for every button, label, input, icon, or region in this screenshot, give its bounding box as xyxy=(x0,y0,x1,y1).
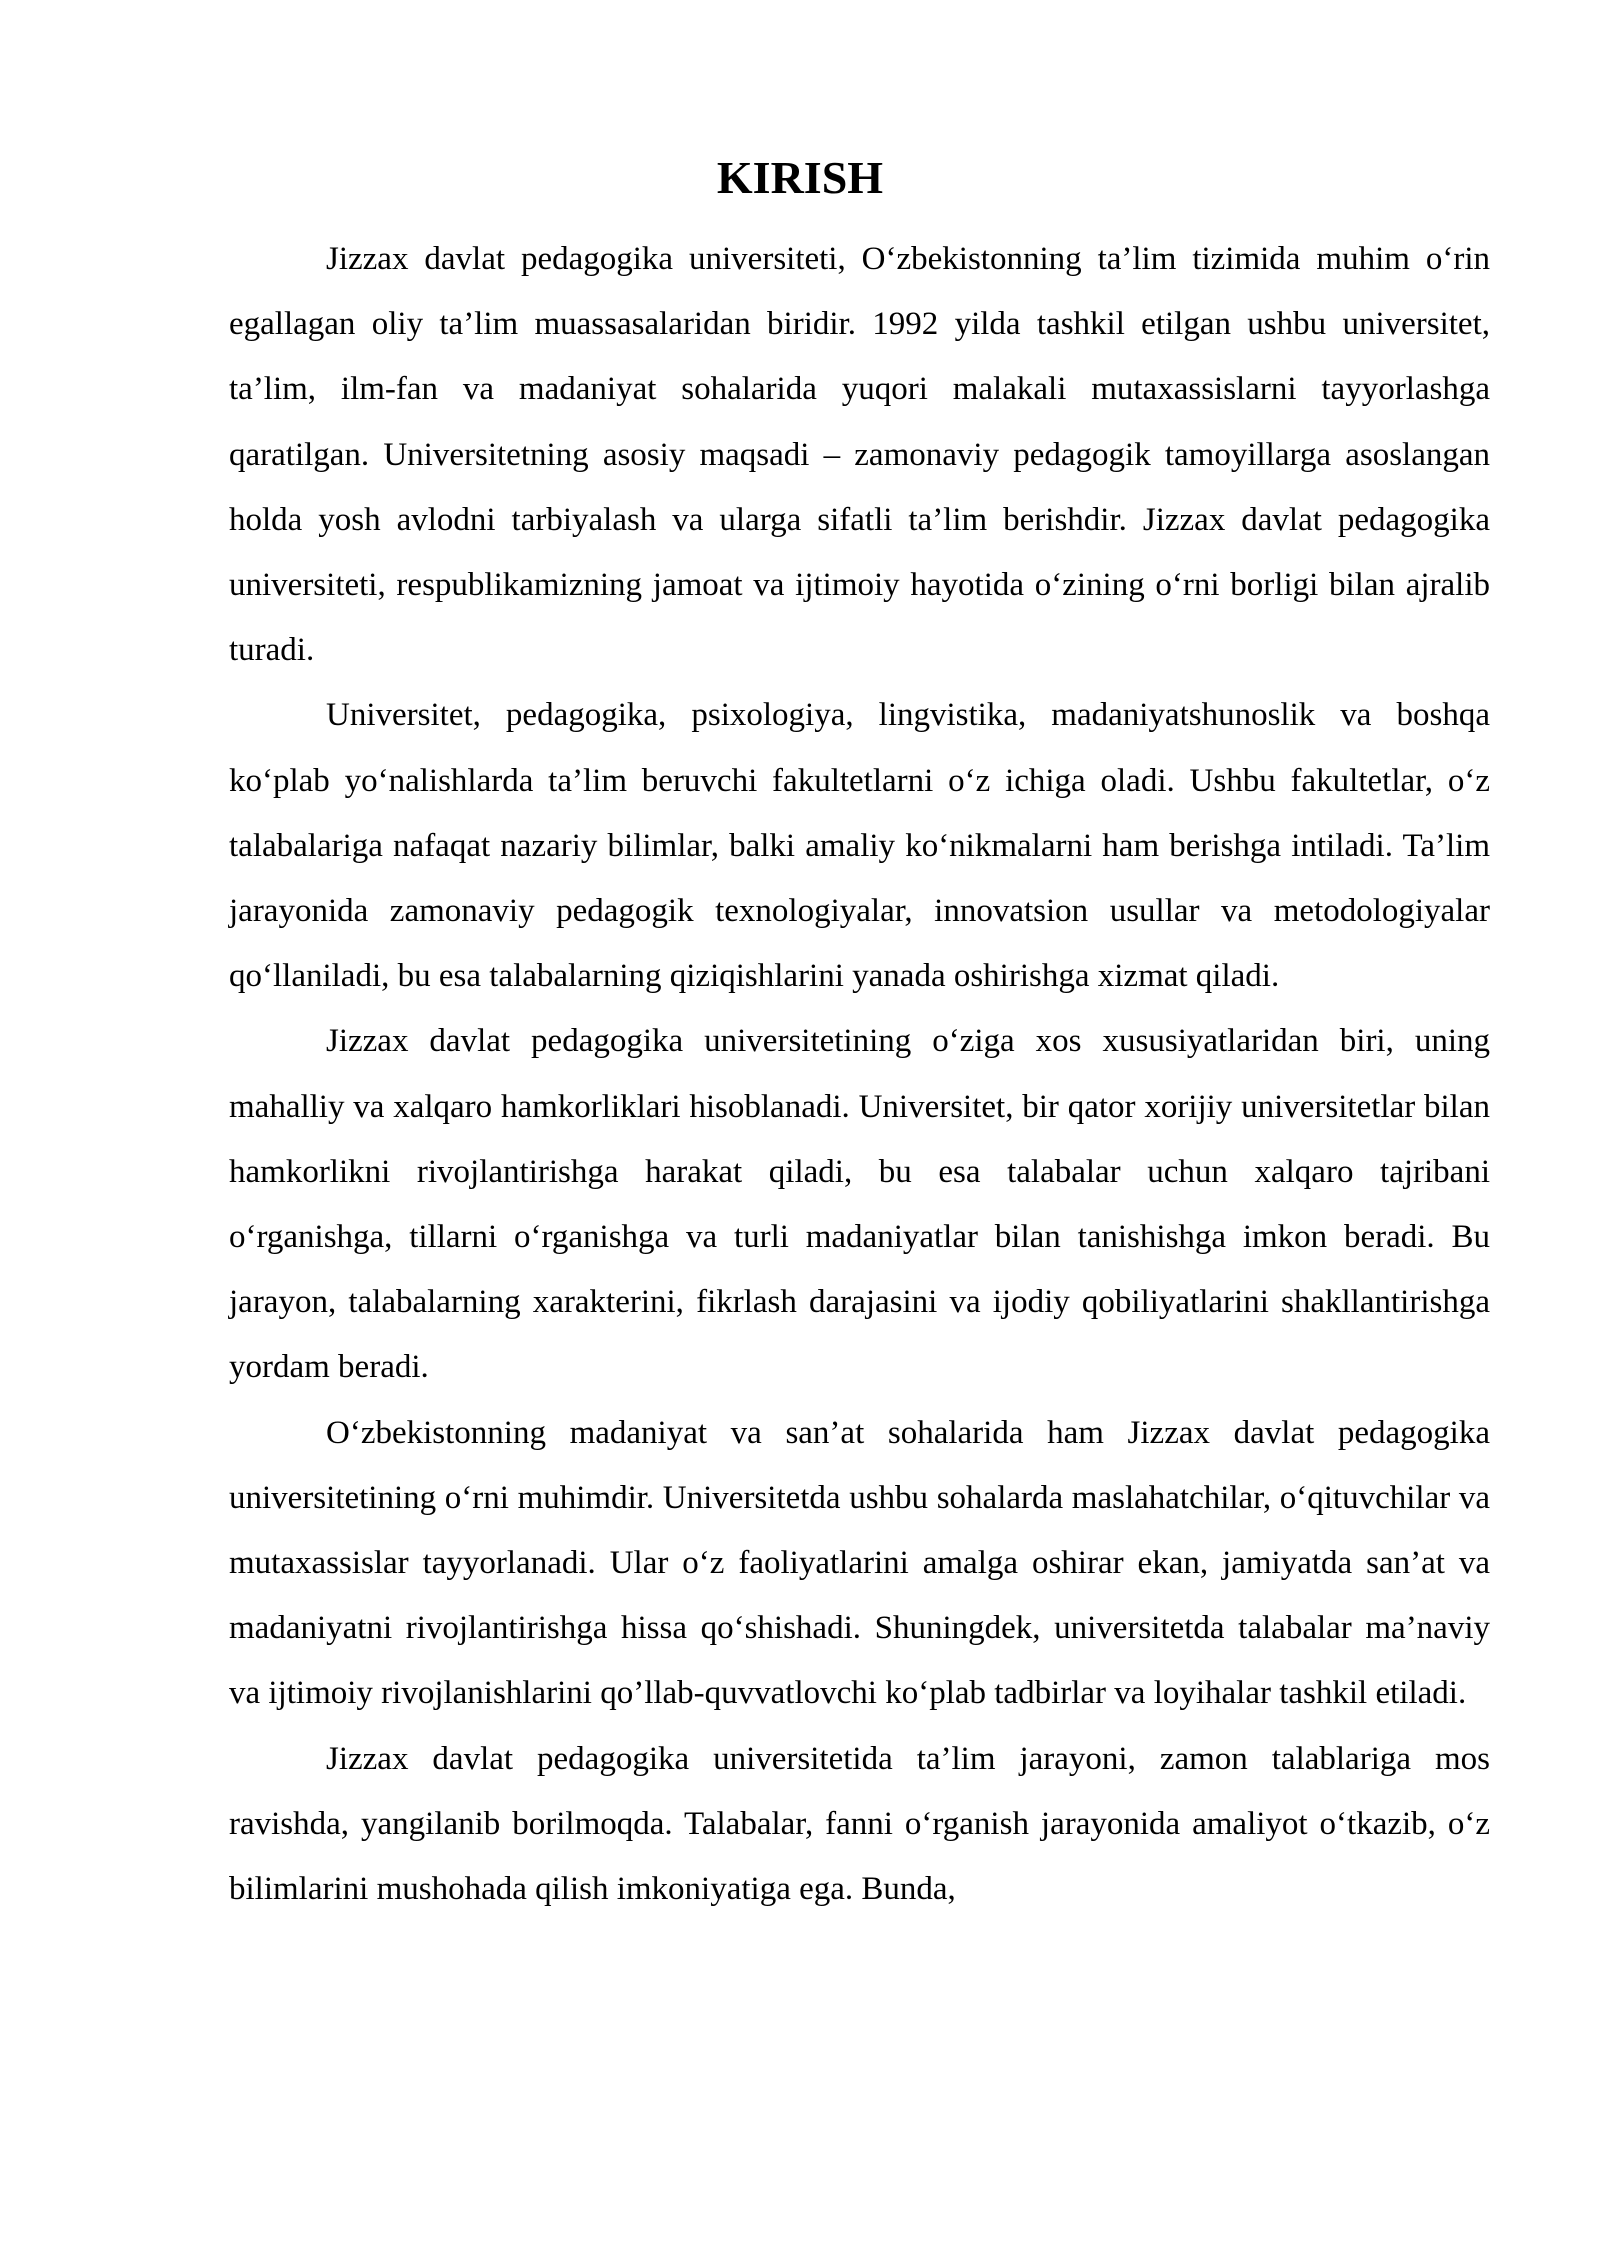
page-title: KIRISH xyxy=(716,152,884,203)
paragraph-3: Jizzax davlat pedagogika universitetining oʻziga xos xususiyatlaridan biri, uning mahalliy va xalqaro hamkorliklari hisoblanadi. Universitet, bir qator xorijiy universitetlar bilan hamkorlikni rivojlantirishga harakat qiladi, bu esa talabalar uchun xalqaro tajribani oʻrganishga, tillarni oʻrganishga va turli madaniyatlar bilan tanishishga imkon beradi. Bu jarayon, talabalarning xarakterini, fikrlash darajasini va ijodiy qobiliyatlarini shakllantirishga yordam beradi. xyxy=(229,1023,1490,1386)
paragraph-4: Oʻzbekistonning madaniyat va san’at sohalarida ham Jizzax davlat pedagogika universitetining oʻrni muhimdir. Universitetda ushbu sohalarda maslahatchilar, oʻqituvchilar va mutaxassislar tayyorlanadi. Ular oʻz faoliyatlarini amalga oshirar ekan, jamiyatda san’at va madaniyatni rivojlantirishga hissa qoʻshishadi. Shuningdek, universitetda talabalar ma’naviy va ijtimoiy rivojlanishlarini qo’llab-quvvatlovchi koʻplab tadbirlar va loyihalar tashkil etiladi. xyxy=(229,1414,1490,1712)
paragraph-2: Universitet, pedagogika, psixologiya, lingvistika, madaniyatshunoslik va boshqa koʻplab yoʻnalishlarda ta’lim beruvchi fakultetlarni oʻz ichiga oladi. Ushbu fakultetlar, oʻz talabalariga nafaqat nazariy bilimlar, balki amaliy koʻnikmalarni ham berishga intiladi. Ta’lim jarayonida zamonaviy pedagogik texnologiyalar, innovatsion usullar va metodologiyalar qoʻllaniladi, bu esa talabalarning qiziqishlarini yanada oshirishga xizmat qiladi. xyxy=(229,697,1490,995)
paragraph-5: Jizzax davlat pedagogika universitetida ta’lim jarayoni, zamon talablariga mos ravishda, yangilanib borilmoqda. Talabalar, fanni oʻrganish jarayonida amaliyot oʻtkazib, oʻz bilimlarini mushohada qilish imkoniyatiga ega. Bunda, xyxy=(229,1740,1490,1908)
document-body xyxy=(229,227,1490,1922)
paragraph-1: Jizzax davlat pedagogika universiteti, Oʻzbekistonning ta’lim tizimida muhim oʻrin egallagan oliy ta’lim muassasalaridan biridir. 1992 yilda tashkil etilgan ushbu universitet, ta’lim, ilm-fan va madaniyat sohalarida yuqori malakali mutaxassislarni tayyorlashga qaratilgan. Universitetning asosiy maqsadi – zamonaviy pedagogik tamoyillarga asoslangan holda yosh avlodni tarbiyalash va ularga sifatli ta’lim berishdir. Jizzax davlat pedagogika universiteti, respublikamizning jamoat va ijtimoiy hayotida oʻzining oʻrni borligi bilan ajralib turadi. xyxy=(229,241,1490,669)
